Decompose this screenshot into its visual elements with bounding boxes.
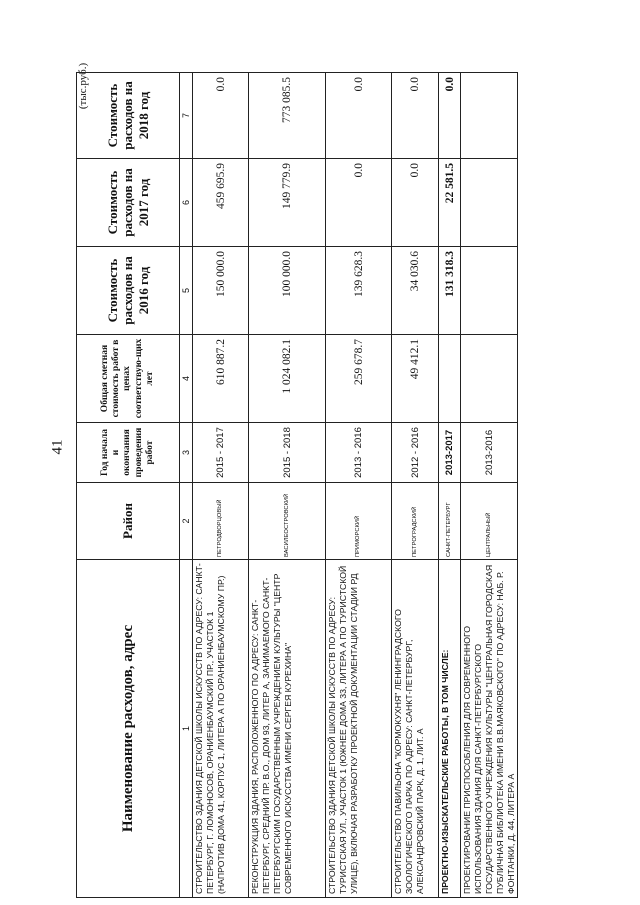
cost-2018 bbox=[461, 73, 518, 159]
cost-2018: 0.0 bbox=[392, 73, 439, 159]
total-estimate: 49 412.1 bbox=[392, 335, 439, 423]
cost-2018: 0.0 bbox=[439, 73, 461, 159]
cost-2017 bbox=[461, 159, 518, 247]
column-number: 6 bbox=[180, 159, 193, 247]
district: ЦЕНТРАЛЬНЫЙ bbox=[461, 483, 518, 560]
units-label: (тыс.руб.) bbox=[77, 62, 89, 110]
expense-name: СТРОИТЕЛЬСТВО ПАВИЛЬОНА "КОРМОКУХНЯ" ЛЕНИНГРАДСКОГО ЗООЛОГИЧЕСКОГО ПАРКА ПО АДРЕСУ: САНКТ-ПЕТЕРБУРГ, АЛЕКСАНДРОВСКИЙ ПАРК, Д. 1, ЛИТ. А bbox=[392, 560, 439, 898]
district: ПЕТРОГРАДСКИЙ bbox=[392, 483, 439, 560]
column-number: 1 bbox=[180, 560, 193, 898]
header-district: Район bbox=[77, 483, 180, 560]
table-row bbox=[249, 73, 326, 898]
district: ПРИМОРСКИЙ bbox=[326, 483, 392, 560]
column-number-row bbox=[180, 73, 193, 898]
expense-name: ПРОЕКТНО-ИЗЫСКАТЕЛЬСКИЕ РАБОТЫ, В ТОМ ЧИСЛЕ: bbox=[439, 560, 461, 898]
expense-name: ПРОЕКТИРОВАНИЕ ПРИСПОСОБЛЕНИЯ ДЛЯ СОВРЕМЕННОГО ИСПОЛЬЗОВАНИЯ ЗДАНИЯ ДЛЯ САНКТ-ПЕТЕРБУРГСКОГО ГОСУДАРСТВЕННОГО УЧРЕЖДЕНИЯ КУЛЬТУРЫ "ЦЕНТРАЛЬНАЯ ГОРОДСКАЯ ПУБЛИЧНАЯ БИБЛИОТЕКА ИМЕНИ В.В.МАЯКОВСКОГО" ПО АДРЕСУ: НАБ. Р. ФОНТАНКИ, Д. 44, ЛИТЕРА А bbox=[461, 560, 518, 898]
header-cost-2018: Стоимость расходов на 2018 год bbox=[77, 73, 180, 159]
expense-name: РЕКОНСТРУКЦИЯ ЗДАНИЯ, РАСПОЛОЖЕННОГО ПО АДРЕСУ: САНКТ-ПЕТЕРБУРГ, СРЕДНИЙ ПР. В.О., ДОМ 93, ЛИТЕР А, ЗАНИМАЕМОГО САНКТ-ПЕТЕРБУРГСКИМ ГОСУДАРСТВЕННЫМ УЧРЕЖДЕНИЕМ КУЛЬТУРЫ "ЦЕНТР СОВРЕМЕННОГО ИСКУССТВА ИМЕНИ СЕРГЕЯ КУРЕХИНА" bbox=[249, 560, 326, 898]
district: САНКТ-ПЕТЕРБУРГ bbox=[439, 483, 461, 560]
header-row bbox=[77, 73, 180, 898]
district: ПЕТРОДВОРЦОВЫЙ bbox=[193, 483, 249, 560]
table-row bbox=[193, 73, 249, 898]
column-number: 5 bbox=[180, 247, 193, 335]
cost-2018: 0.0 bbox=[326, 73, 392, 159]
rotated-table-container bbox=[76, 73, 516, 898]
cost-2016: 131 318.3 bbox=[439, 247, 461, 335]
cost-2016 bbox=[461, 247, 518, 335]
header-years: Год начала и окончания проведения работ bbox=[77, 423, 180, 483]
district: ВАСИЛЕОСТРОВСКИЙ bbox=[249, 483, 326, 560]
total-estimate: 1 024 082.1 bbox=[249, 335, 326, 423]
table-row-subtotal bbox=[439, 73, 461, 898]
work-years: 2012 - 2016 bbox=[392, 423, 439, 483]
work-years: 2015 - 2018 bbox=[249, 423, 326, 483]
header-estimate: Общая сметная стоимость работ в ценах соответствую-щих лет bbox=[77, 335, 180, 423]
cost-2017: 149 779.9 bbox=[249, 159, 326, 247]
table-row bbox=[326, 73, 392, 898]
expense-name: СТРОИТЕЛЬСТВО ЗДАНИЯ ДЕТСКОЙ ШКОЛЫ ИСКУССТВ ПО АДРЕСУ: ТУРИСТСКАЯ УЛ., УЧАСТОК 1 (ЮЖНЕЕ ДОМА 33, ЛИТЕРА А ПО ТУРИСТСКОЙ УЛИЦЕ), ВКЛЮЧАЯ РАЗРАБОТКУ ПРОЕКТНОЙ ДОКУМЕНТАЦИИ СТАДИИ РД bbox=[326, 560, 392, 898]
total-estimate bbox=[439, 335, 461, 423]
work-years: 2013-2017 bbox=[439, 423, 461, 483]
cost-2017: 0.0 bbox=[326, 159, 392, 247]
expenses-table bbox=[76, 72, 518, 898]
table-row bbox=[392, 73, 439, 898]
work-years: 2013-2016 bbox=[461, 423, 518, 483]
cost-2016: 100 000.0 bbox=[249, 247, 326, 335]
cost-2018: 773 085.5 bbox=[249, 73, 326, 159]
cost-2017: 22 581.5 bbox=[439, 159, 461, 247]
header-cost-2017: Стоимость расходов на 2017 год bbox=[77, 159, 180, 247]
work-years: 2015 - 2017 bbox=[193, 423, 249, 483]
cost-2017: 0.0 bbox=[392, 159, 439, 247]
header-cost-2016: Стоимость расходов на 2016 год bbox=[77, 247, 180, 335]
total-estimate: 610 887.2 bbox=[193, 335, 249, 423]
total-estimate: 259 678.7 bbox=[326, 335, 392, 423]
expense-name: СТРОИТЕЛЬСТВО ЗДАНИЯ ДЕТСКОЙ ШКОЛЫ ИСКУССТВ ПО АДРЕСУ: САНКТ-ПЕТЕРБУРГ, Г. ЛОМОНОСОВ, ОРАНИЕНБАУМСКИЙ ПР., УЧАСТОК 1 (НАПРОТИВ ДОМА 41, КОРПУС 1, ЛИТЕРА А ПО ОРАНИЕНБАУМСКОМУ ПР.) bbox=[193, 560, 249, 898]
work-years: 2013 - 2016 bbox=[326, 423, 392, 483]
cost-2016: 34 030.6 bbox=[392, 247, 439, 335]
header-name: Наименование расходов, адрес bbox=[77, 560, 180, 898]
column-number: 7 bbox=[180, 73, 193, 159]
table-row bbox=[461, 73, 518, 898]
cost-2016: 139 628.3 bbox=[326, 247, 392, 335]
page-number: 41 bbox=[49, 439, 66, 455]
column-number: 2 bbox=[180, 483, 193, 560]
cost-2017: 459 695.9 bbox=[193, 159, 249, 247]
cost-2018: 0.0 bbox=[193, 73, 249, 159]
cost-2016: 150 000.0 bbox=[193, 247, 249, 335]
column-number: 3 bbox=[180, 423, 193, 483]
column-number: 4 bbox=[180, 335, 193, 423]
total-estimate bbox=[461, 335, 518, 423]
